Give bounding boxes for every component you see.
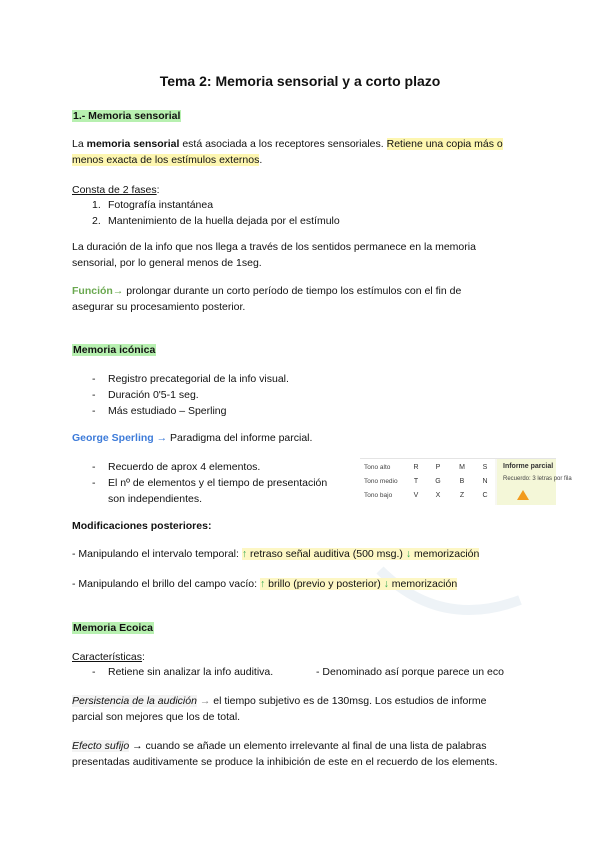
fase-2: Mantenimiento de la huella dejada por el estímulo [108, 214, 340, 227]
sufijo-paragraph [72, 739, 542, 771]
funcion-line-1: prolongar durante un corto período de tiempo los estímulos con el fin de [123, 285, 462, 297]
letter-cell: V [413, 492, 419, 499]
iconica-list [72, 372, 532, 419]
mod1-label: - Manipulando el intervalo temporal: [72, 548, 242, 560]
sperling-arrow-icon: → [156, 432, 168, 444]
heading-text: Memoria Ecoica [73, 622, 153, 634]
persistencia-line-2: parcial son mejores que los de total. [72, 710, 241, 723]
modificacion-brillo [72, 577, 457, 593]
letter-cell: N [482, 478, 488, 485]
sperling-item-2-cont: son independientes. [108, 492, 202, 505]
letter-cell: T [413, 478, 419, 485]
persistencia-paragraph [72, 694, 542, 726]
arrow-up-icon: ↑ [259, 578, 266, 590]
sperling-list [72, 460, 362, 507]
intro-end: . [259, 153, 263, 166]
fases-label-text: Consta de 2 fases [72, 184, 157, 196]
letter-cell: M [459, 464, 465, 471]
letter-cell: G [435, 478, 441, 485]
funcion-label: Función [72, 285, 113, 297]
funcion-arrow-icon: → [112, 285, 124, 297]
letter-matrix [360, 459, 495, 505]
sufijo-term: Efecto sufijo [72, 740, 130, 752]
row-label: Tono bajo [364, 492, 393, 499]
sufijo-line-1: cuando se añade un elemento irrelevante al final de una lista de palabras [142, 740, 487, 752]
matrix-row [360, 475, 495, 488]
list-item: - Duración 0'5-1 seg. [92, 388, 199, 401]
page-title: Tema 2: Memoria sensorial y a corto plazo [159, 73, 441, 89]
mod1-increase: retraso señal auditiva (500 msg.) [247, 548, 406, 560]
iconica-item-1: Registro precategorial de la info visual. [108, 373, 289, 385]
list-item: 1. Fotografía instantánea [92, 199, 214, 211]
partial-report-panel [497, 459, 572, 505]
arrow-down-icon: ↓ [383, 578, 389, 590]
fases-label [72, 183, 160, 199]
heading-text: Memoria icónica [73, 344, 156, 356]
list-item: - El nº de elementos y el tiempo de presentación [92, 476, 328, 489]
funcion-line-2: asegurar su procesamiento posterior. [72, 300, 246, 313]
sufijo-line-2: presentadas auditivamente se produce la inhibición de este en el recuerdo de los elements. [72, 755, 498, 768]
caracteristicas-colon: : [142, 651, 145, 663]
sperling-line [72, 431, 312, 447]
panel-subtitle: Recuerdo: 3 letras por fila [503, 476, 572, 482]
intro-mid: está asociada a los receptores sensoriales. [179, 138, 387, 150]
iconica-item-3: Más estudiado – Sperling [108, 404, 227, 417]
persistencia-arrow-icon: → [196, 695, 211, 707]
panel-title: Informe parcial [503, 463, 554, 470]
intro-paragraph [72, 137, 542, 169]
sperling-item-2: El nº de elementos y el tiempo de presentación [108, 476, 328, 489]
list-item: - Retiene sin analizar la info auditiva. [92, 666, 274, 678]
list-item: - Registro precategorial de la info visual. [92, 373, 289, 385]
intro-bold: memoria sensorial [86, 138, 180, 150]
arrow-down-icon: ↓ [405, 548, 412, 560]
letter-cell: X [435, 492, 441, 499]
list-item: 2. Mantenimiento de la huella dejada por el estímulo [92, 214, 340, 227]
persistencia-term: Persistencia de la audición [72, 695, 197, 707]
duracion-paragraph [72, 240, 542, 272]
sperling-name: George Sperling [72, 432, 154, 444]
mod2-increase: brillo (previo y posterior) [265, 578, 384, 590]
intro-highlight-1: Retiene una copia más o [386, 138, 503, 150]
modificaciones-heading: Modificaciones posteriores: [72, 520, 212, 532]
caracteristica-aside: - Denominado así porque parece un eco [316, 666, 504, 678]
sperling-item-1: Recuerdo de aprox 4 elementos. [108, 461, 261, 473]
list-item [72, 492, 362, 508]
caracteristicas-text: Características [72, 651, 143, 663]
fases-colon: : [156, 184, 160, 196]
modificacion-temporal [72, 547, 479, 563]
caracteristicas-label [72, 650, 145, 666]
intro-text: La [72, 138, 87, 150]
section-heading-memoria-sensorial [72, 109, 181, 125]
heading-text: 1.- Memoria sensorial [73, 110, 181, 122]
letter-cell: B [459, 478, 465, 485]
list-item: - Recuerdo de aprox 4 elementos. [92, 461, 261, 473]
iconica-item-2: Duración 0'5-1 seg. [108, 388, 199, 401]
persistencia-line-1: el tiempo subjetivo es de 130msg. Los estudios de informe [210, 695, 487, 707]
letter-cell: R [413, 464, 419, 471]
fase-1: Fotografía instantánea [108, 199, 214, 211]
letter-cell: P [435, 464, 441, 471]
mod2-label: - Manipulando el brillo del campo vacío: [72, 578, 260, 590]
section-heading-iconica [72, 343, 156, 359]
letter-cell: Z [459, 492, 465, 499]
sufijo-arrow-icon: → [129, 740, 143, 752]
sperling-text: Paradigma del informe parcial. [167, 432, 313, 444]
intro-highlight-2: menos exacta de los estímulos externos [72, 153, 260, 166]
section-heading-ecoica [72, 621, 154, 637]
row-label: Tono alto [364, 464, 391, 471]
arrow-up-icon: ↑ [241, 548, 248, 560]
letter-cell: S [482, 464, 488, 471]
fases-list [72, 198, 532, 230]
duracion-line-2: sensorial, por lo general menos de 1seg. [72, 256, 262, 269]
mod1-effect: memorización [411, 548, 480, 560]
letter-cell: C [482, 492, 488, 499]
matrix-row [360, 489, 495, 502]
mod2-effect: memorización [388, 578, 458, 590]
funcion-paragraph [72, 284, 542, 316]
list-item: - Más estudiado – Sperling [92, 404, 227, 417]
caracteristica-item: Retiene sin analizar la info auditiva. [108, 666, 274, 678]
matrix-row [360, 461, 495, 474]
partial-report-figure [360, 458, 572, 505]
duracion-line-1: La duración de la info que nos llega a través de los sentidos permanece en la memoria [72, 241, 476, 253]
warning-triangle-icon [517, 490, 529, 500]
row-label: Tono medio [364, 478, 398, 485]
